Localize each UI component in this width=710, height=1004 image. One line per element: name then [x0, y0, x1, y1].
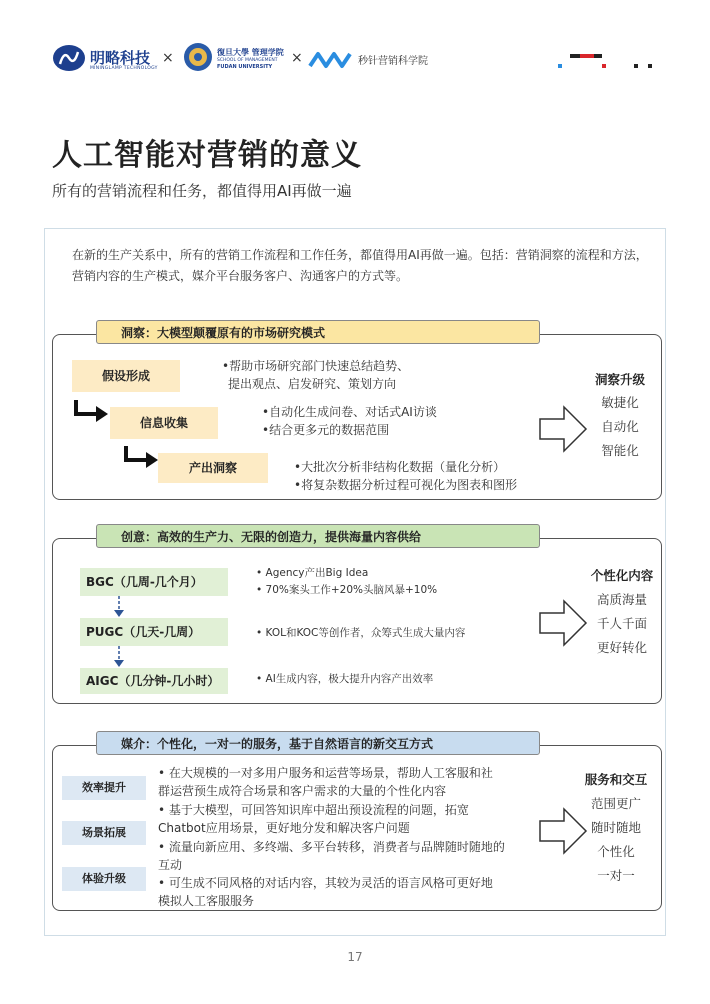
- times-sign-2: ×: [291, 50, 303, 66]
- page-number: 17: [347, 950, 363, 964]
- mingl-brand-name: 明略科技: [90, 49, 151, 67]
- page-title: 人工智能对营销的意义: [52, 138, 362, 173]
- creative-bgc-bullets: • Agency产出Big Idea • 70%案头工作+20%头脑风暴+10%: [256, 567, 438, 596]
- step-arrow-1-icon: [72, 398, 112, 424]
- insight-right-item: 智能化: [601, 443, 639, 458]
- creative-right-item: 高质海量: [596, 592, 647, 607]
- media-bullet-2: • 基于大模型，可回答知识库中超出预设流程的问题，拓宽 Chatbot应用场景，更好地分发和解决客户问题: [158, 803, 469, 835]
- mingl-brand-sub: MININGLAMP TECHNOLOGY: [90, 66, 158, 71]
- media-bullet-1: • 在大规模的一对多用户服务和运营等场景，帮助人工客服和社 群运营预生成符合场景和客户需求的大量的个性化内容: [158, 766, 493, 798]
- insight-bullet-1: •帮助市场研究部门快速总结趋势、 提出观点、启发研究、策划方向: [222, 359, 410, 391]
- media-label-efficiency: 效率提升: [62, 776, 146, 800]
- insight-right-heading: 洞察升级: [594, 372, 645, 387]
- decorative-dots-icon: [556, 46, 666, 76]
- insight-right-item: 自动化: [601, 419, 639, 434]
- intro-paragraph: 在新的生产关系中，所有的营销工作流程和工作任务，都值得用AI再做一遍。包括：营销洞察的流程和方法，营销内容的生产模式，媒介平台服务客户、沟通客户的方式等。: [72, 248, 648, 283]
- step-arrow-2-icon: [122, 444, 162, 470]
- media-label-scenario: 场景拓展: [62, 821, 146, 845]
- media-bullet-4: • 可生成不同风格的对话内容，其较为灵活的语言风格可更好地 模拟人工客服服务: [158, 876, 493, 908]
- down-arrow-1-icon: [113, 596, 125, 618]
- insight-right-arrow-icon: [538, 404, 588, 454]
- times-sign-1: ×: [162, 50, 174, 66]
- insight-bullet-2: •自动化生成问卷、对话式AI访谈 •结合更多元的数据范围: [262, 405, 437, 437]
- fudan-seal-icon: [183, 42, 213, 72]
- creative-right-item: 更好转化: [596, 640, 647, 655]
- creative-right-heading: 个性化内容: [590, 568, 654, 583]
- miaozhen-brand-name: 秒针营销科学院: [358, 56, 428, 67]
- insight-right-item: 敏捷化: [601, 395, 639, 410]
- media-right-item: 一对一: [597, 868, 635, 883]
- media-right-heading: 服务和交互: [584, 772, 648, 787]
- fudan-name: 復旦大學 管理学院: [217, 48, 284, 57]
- mingl-logo-icon: [52, 44, 86, 72]
- creative-section-title: 创意：高效的生产力、无限的创造力，提供海量内容供给: [96, 524, 540, 548]
- media-section-title: 媒介：个性化，一对一的服务，基于自然语言的新交互方式: [96, 731, 540, 755]
- creative-row-bgc: BGC（几周-几个月）: [80, 568, 228, 596]
- step-collection: 信息收集: [110, 407, 218, 439]
- fudan-school: SCHOOL OF MANAGEMENT: [217, 58, 278, 63]
- media-label-experience: 体验升级: [62, 867, 146, 891]
- creative-row-pugc: PUGC（几天-几周）: [80, 618, 228, 646]
- down-arrow-2-icon: [113, 646, 125, 668]
- creative-right-arrow-icon: [538, 598, 588, 648]
- page-subtitle: 所有的营销流程和任务，都值得用AI再做一遍: [52, 182, 352, 200]
- insight-bullet-3: •大批次分析非结构化数据（量化分析） •将复杂数据分析过程可视化为图表和图形: [294, 460, 518, 492]
- miaozhen-logo-icon: [308, 48, 352, 70]
- creative-row-aigc: AIGC（几分钟-几小时）: [80, 668, 228, 694]
- media-right-item: 随时随地: [590, 820, 641, 835]
- insight-section-title: 洞察：大模型颠覆原有的市场研究模式: [96, 320, 540, 344]
- step-hypothesis: 假设形成: [72, 360, 180, 392]
- creative-pugc-bullets: • KOL和KOC等创作者，众筹式生成大量内容: [256, 627, 466, 639]
- step-insight-output: 产出洞察: [158, 453, 268, 483]
- fudan-univ: FUDAN UNIVERSITY: [217, 64, 273, 70]
- media-right-item: 个性化: [597, 844, 635, 859]
- media-right-item: 范围更广: [590, 796, 641, 811]
- media-bullet-3: • 流量向新应用、多终端、多平台转移，消费者与品牌随时随地的 互动: [158, 840, 505, 872]
- creative-right-item: 千人千面: [596, 616, 647, 631]
- creative-aigc-bullets: • AI生成内容，极大提升内容产出效率: [256, 673, 434, 685]
